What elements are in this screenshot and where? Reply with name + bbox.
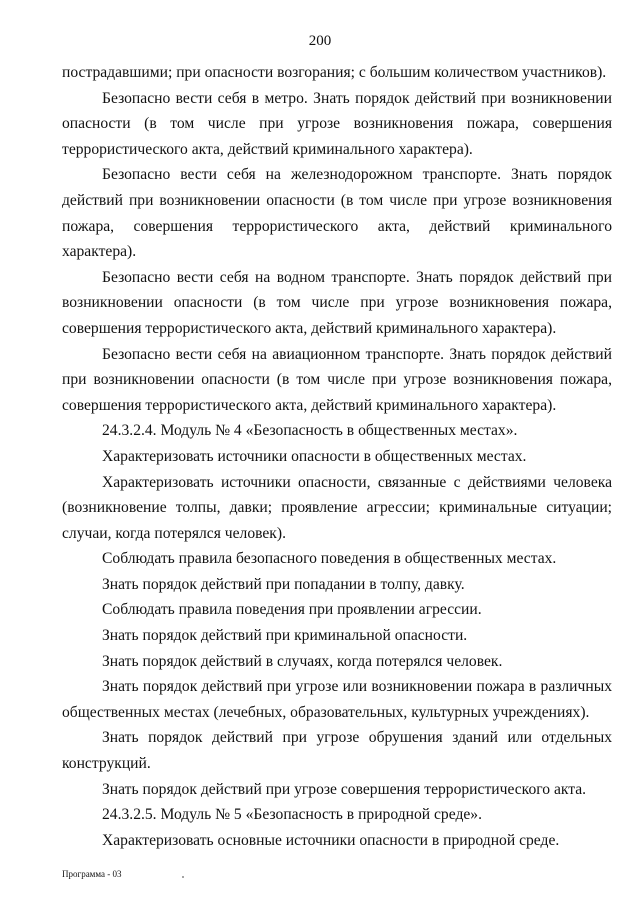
module-5-heading: 24.3.2.5. Модуль № 5 «Безопасность в природной среде». xyxy=(102,806,482,824)
paragraph-lost-person: Знать порядок действий в случаях, когда потерялся человек. xyxy=(102,652,503,670)
footer-label: Программа - 03 xyxy=(62,869,122,879)
paragraph-criminal: Знать порядок действий при криминальной опасности. xyxy=(102,627,468,645)
scan-speck xyxy=(182,876,184,878)
paragraph-building-collapse: Знать порядок действий при угрозе обрушения зданий или отдельных конструкций. xyxy=(62,729,612,773)
paragraph-human-danger-sources: Характеризовать источники опасности, связанные с действиями человека (возникновение толпы, давки; проявление агрессии; криминальные ситуации; случаи, когда потерялся человек). xyxy=(62,473,612,542)
paragraph-terror-act: Знать порядок действий при угрозе совершения террористического акта. xyxy=(102,780,587,798)
paragraph-crowd: Знать порядок действий при попадании в толпу, давку. xyxy=(102,575,465,593)
paragraph-fire: Знать порядок действий при угрозе или возникновении пожара в различных общественных местах (лечебных, образовательных, культурных учреждениях). xyxy=(62,678,612,721)
paragraph-air-transport: Безопасно вести себя на авиационном транспорте. Знать порядок действий при возникновении опасности (в том числе при угрозе возникновения пожара, совершения террористического акта, действий криминального характера). xyxy=(62,345,612,414)
paragraph-nature-danger-sources: Характеризовать основные источники опасности в природной среде. xyxy=(102,831,560,849)
paragraph-public-danger-sources: Характеризовать источники опасности в общественных местах. xyxy=(102,447,527,465)
paragraph-continuation: пострадавшими; при опасности возгорания; с большим количеством участников). xyxy=(62,64,607,81)
document-body xyxy=(62,60,612,853)
paragraph-railway: Безопасно вести себя на железнодорожном транспорте. Знать порядок действий при возникновении опасности (в том числе при угрозе возникновения пожара, совершения террористического акта, действий криминального характера). xyxy=(62,166,612,261)
paragraph-water-transport: Безопасно вести себя на водном транспорте. Знать порядок действий при возникновении опасности (в том числе при угрозе возникновения пожара, совершения террористического акта, действий криминального характера). xyxy=(62,268,612,337)
paragraph-aggression: Соблюдать правила поведения при проявлении агрессии. xyxy=(102,601,482,619)
paragraph-metro: Безопасно вести себя в метро. Знать порядок действий при возникновении опасности (в том числе при угрозе возникновения пожара, совершения террористического акта, действий криминального характера). xyxy=(62,89,612,158)
paragraph-safe-behavior-rules: Соблюдать правила безопасного поведения в общественных местах. xyxy=(102,550,557,568)
module-4-heading: 24.3.2.4. Модуль № 4 «Безопасность в общественных местах». xyxy=(102,422,518,440)
page-number: 200 xyxy=(308,33,332,49)
